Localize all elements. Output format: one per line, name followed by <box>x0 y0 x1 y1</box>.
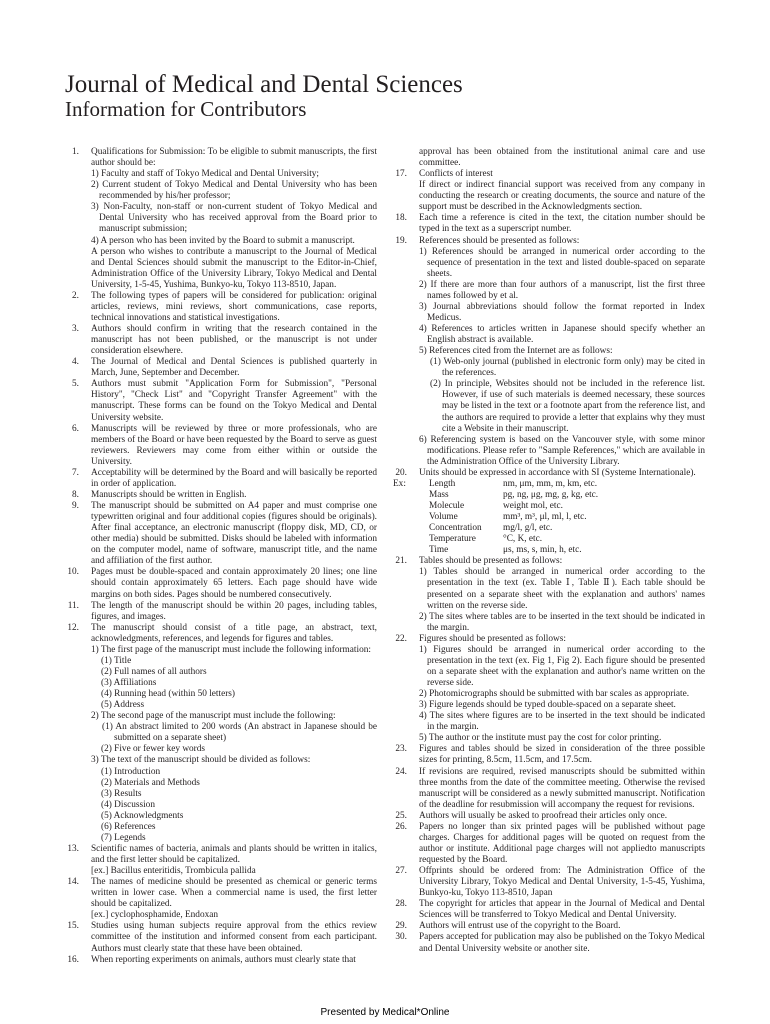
list-item <box>393 866 705 899</box>
item-number: 26. <box>395 821 407 832</box>
paragraph-text: The following types of papers will be considered for publication: original articles, reviews, mini reviews, short communications, case reports, technical innovations and statistical investigations. <box>91 290 377 323</box>
paragraph-text: 1) References should be arranged in numerical order according to the sequence of presentation in the text and listed double-spaced on separate sheets. <box>419 246 705 279</box>
list-item <box>393 921 705 932</box>
paragraph-text: approval has been obtained from the institutional animal care and use committee. <box>419 147 705 169</box>
list-item <box>65 147 377 291</box>
item-number: 7. <box>72 467 79 478</box>
paragraph-text: Studies using human subjects require approval from the ethics review committee of the institution and informed consent from each participant. Authors must clearly state that these have been obtained. <box>91 921 377 954</box>
unit-values: °C, K, etc. <box>503 534 543 545</box>
paragraph-text: The names of medicine should be presented as chemical or generic terms written in lower case. When a commercial name is used, the first letter should be capitalized. <box>91 877 377 910</box>
paragraph-text: A person who wishes to contribute a manuscript to the Journal of Medical and Dental Sciences should submit the manuscript to the Editor-in-Chief, Administration Office of the University Library, Tokyo Medical and Dental University, 1-5-45, Yushima, Bunkyo-ku, Tokyo 113-8510, Japan. <box>91 246 377 290</box>
paragraph-text: The manuscript should consist of a title page, an abstract, text, acknowledgments, references, and legends for figures and tables. <box>91 622 377 644</box>
left-column <box>65 147 377 966</box>
item-number: 19. <box>395 235 407 246</box>
list-item <box>65 424 377 468</box>
paragraph-text: Acceptability will be determined by the Board and will basically be reported in order of application. <box>91 467 377 489</box>
item-number: 6. <box>72 423 79 434</box>
paragraph-text: 2) The sites where tables are to be inserted in the text should be indicated in the margin. <box>419 611 705 633</box>
list-item <box>65 490 377 501</box>
paragraph-text: Papers accepted for publication may also be published on the Tokyo Medical and Dental University website or another site. <box>419 932 706 954</box>
unit-name: Volume <box>429 512 458 523</box>
right-column <box>393 147 705 955</box>
list-item <box>393 236 705 468</box>
paragraph-text: Papers no longer than six printed pages will be published without page charges. Charges for additional pages will be quoted on request from the author or institute. Additional page charges will not appliedto manuscripts requested by the Board. <box>419 821 705 865</box>
paragraph-text: 2) Photomicrographs should be submitted with bar scales as appropriate. <box>419 689 690 700</box>
list-item <box>393 767 705 811</box>
paragraph-text: The length of the manuscript should be within 20 pages, including tables, figures, and images. <box>91 600 377 622</box>
item-number: 21. <box>395 556 407 567</box>
unit-name: Molecule <box>429 501 465 511</box>
list-item <box>65 501 377 567</box>
paragraph-text: 3) Figure legends should be typed double-spaced on a separate sheet. <box>419 700 676 711</box>
paragraph-text: (1) An abstract limited to 200 words (An abstract in Japanese should be submitted on a separate sheet) <box>102 722 377 744</box>
list-item <box>393 634 705 745</box>
item-number: 28. <box>395 899 407 910</box>
item-number: 10. <box>67 567 79 578</box>
unit-values: weight mol, etc. <box>503 501 563 511</box>
paragraph-text: (2) Five or fewer key words <box>101 744 206 755</box>
paragraph-text: The manuscript should be submitted on A4 paper and must comprise one typewritten original and four additional copies (figures should be originals). After final acceptance, an electronic manuscript (floppy disk, MD, CD, or other media) should be submitted. Disks should be labeled with information on the computer model, name of software, manuscript title, and the name and affiliation of the first author. <box>91 501 377 567</box>
list-item <box>393 932 705 954</box>
list-item <box>393 822 705 866</box>
journal-title: Journal of Medical and Dental Sciences <box>65 71 463 98</box>
list-item <box>65 468 377 490</box>
item-number: 9. <box>72 501 79 511</box>
unit-name: Length <box>429 478 456 489</box>
paragraph-text: Offprints should be ordered from: The Administration Office of the University Library, Tokyo Medical and Dental University, 1-5-45, Yushima, Bunkyo-ku, Tokyo 113-8510, Japan <box>419 866 705 899</box>
list-item <box>65 567 377 600</box>
list-item <box>393 213 705 235</box>
item-number: 17. <box>395 169 407 180</box>
paragraph-text: 1) Figures should be arranged in numerical order according to the presentation in the text (ex. Fig 1, Fig 2). Each figure should be presented on a separate sheet with the explanation and author's name written on the reverse side. <box>419 644 705 688</box>
item-number: 1. <box>72 147 79 157</box>
list-item <box>393 556 705 633</box>
paragraph-text: Authors should confirm in writing that the research contained in the manuscript has not been published, or the manuscript is not under consideration elsewhere. <box>91 324 377 357</box>
paragraph-text: 4) The sites where figures are to be inserted in the text should be indicated in the margin. <box>419 711 705 733</box>
paragraph-text: Figures and tables should be sized in consideration of the three possible sizes for printing, 8.5cm, 11.5cm, and 17.5cm. <box>419 744 705 766</box>
paragraph-text: 1) Tables should be arranged in numerical order according to the presentation in the text (ex. Table Ⅰ, Table Ⅱ). Each table should be presented on a separate sheet with the explanation and authors' names written on the reverse side. <box>419 567 705 611</box>
paragraph-text: 3) Journal abbreviations should follow the format reported in Index Medicus. <box>419 301 705 323</box>
list-item <box>65 921 377 954</box>
unit-values: nm, μm, mm, m, km, etc. <box>503 478 598 489</box>
item-number: 3. <box>72 324 79 334</box>
paragraph-text: (3) Results <box>101 788 142 799</box>
paragraph-text: 2) Current student of Tokyo Medical and Dental University who has been recommended by his/her professor; <box>91 180 377 202</box>
paragraph-text: 1) The first page of the manuscript must include the following information: <box>91 644 371 655</box>
list-item <box>65 601 377 623</box>
paragraph-text: If direct or indirect financial support was received from any company in conducting the research or creating documents, the source and nature of the support must be described in the Acknowledgments section. <box>419 180 705 213</box>
list-item <box>65 877 377 921</box>
paragraph-text: 5) The author or the institute must pay the cost for color printing. <box>419 733 662 744</box>
list-item <box>393 169 705 213</box>
units-example-label: Ex: <box>393 478 406 489</box>
item-number: 12. <box>67 622 79 633</box>
paragraph-text: If revisions are required, revised manuscripts should be submitted within three months from the date of the committee meeting. Otherwise the revised manuscript will be considered as a newly submitted manuscript. Notification of the deadline for resubmission will accompany the request for revisions. <box>419 766 705 810</box>
paragraph-text: (1) Introduction <box>101 766 161 777</box>
paragraph-text: (2) Materials and Methods <box>101 777 200 788</box>
list-item <box>65 379 377 423</box>
item-number: 16. <box>67 954 79 965</box>
paragraph-text: 3) Non-Faculty, non-staff or non-current student of Tokyo Medical and Dental University who has received approval from the Board prior to manuscript submission; <box>91 202 377 235</box>
item-number: 22. <box>395 633 407 644</box>
paragraph-text: 1) Faculty and staff of Tokyo Medical and Dental University; <box>91 169 320 180</box>
paragraph-text: (3) Affiliations <box>101 678 157 688</box>
item-number: 2. <box>72 290 79 301</box>
item-number: 27. <box>395 866 407 877</box>
paragraph-text: When reporting experiments on animals, authors must clearly state that <box>91 954 356 965</box>
paragraph-text: The Journal of Medical and Dental Sciences is published quarterly in March, June, September and December. <box>91 357 377 379</box>
paragraph-text: Manuscripts will be reviewed by three or more professionals, who are members of the Board or have been requested by the Board to serve as guest reviewers. Reviewers may come from either within or outside the University. <box>91 423 377 467</box>
paragraph-text: Figures should be presented as follows: <box>419 633 566 644</box>
paragraph-text: (2) In principle, Websites should not be included in the reference list. However, if use of such materials is deemed necessary, these sources may be listed in the text or a footnote apart from the reference list, and the authors are required to provide a letter that explains why they must cite a Website in their manuscript. <box>430 379 705 434</box>
paragraph-text: Tables should be presented as follows: <box>419 556 563 567</box>
paragraph-text: Authors must submit "Application Form for Submission", "Personal History", "Check List" and "Copyright Transfer Agreement" with the manuscript. These forms can be found on the Tokyo Medical and Dental University website. <box>91 379 377 423</box>
item-number: 18. <box>395 213 407 224</box>
list-item <box>65 844 377 877</box>
list-item <box>393 811 705 822</box>
paragraph-text: (7) Legends <box>101 832 146 843</box>
item-number: 29. <box>395 921 407 932</box>
item-number: 5. <box>72 379 79 390</box>
paragraph-text: (2) Full names of all authors <box>101 666 207 677</box>
units-example-table <box>393 478 705 556</box>
list-item <box>65 291 377 324</box>
item-number: 30. <box>395 932 407 943</box>
paragraph-text: 5) References cited from the Internet are as follows: <box>419 346 613 357</box>
unit-name: Temperature <box>429 534 476 545</box>
unit-values: mg/l, g/l, etc. <box>503 523 553 534</box>
paragraph-text: (4) Discussion <box>101 799 155 810</box>
paragraph-text: (5) Address <box>101 700 145 711</box>
unit-name: Concentration <box>429 523 482 534</box>
paragraph-text: Authors will usually be asked to proofread their articles only once. <box>419 810 668 821</box>
paragraph-text: (4) Running head (within 50 letters) <box>101 689 236 700</box>
paragraph-text: (1) Web-only journal (published in electronic form only) may be cited in the references. <box>430 357 705 379</box>
list-item <box>393 899 705 921</box>
item-number: 4. <box>72 357 79 368</box>
paragraph-text: References should be presented as follows: <box>419 235 580 246</box>
list-item <box>65 324 377 357</box>
paragraph-text: The copyright for articles that appear in the Journal of Medical and Dental Sciences will be transferred to Tokyo Medical and Dental University. <box>419 899 705 921</box>
item-number: 24. <box>395 766 407 777</box>
item-number: 20. <box>395 467 407 478</box>
unit-values: μs, ms, s, min, h, etc. <box>503 545 582 556</box>
paragraph-text: 2) If there are more than four authors of a manuscript, list the first three names followed by et al. <box>419 279 705 301</box>
paragraph-text: Manuscripts should be written in English. <box>91 489 247 500</box>
unit-values: pg, ng, μg, mg, g, kg, etc. <box>503 489 599 500</box>
paragraph-text: Scientific names of bacteria, animals and plants should be written in italics, and the first letter should be capitalized. <box>91 843 377 865</box>
paragraph-text: Conflicts of interest <box>419 169 493 180</box>
paragraph-text: 2) The second page of the manuscript must include the following: <box>91 711 336 722</box>
paragraph-text: Pages must be double-spaced and contain approximately 20 lines; one line should contain approximately 65 letters. Each page should have wide margins on both sides. Pages should be numbered consecutively. <box>91 567 377 600</box>
paragraph-text: [ex.] cyclophosphamide, Endoxan <box>91 910 219 921</box>
item-number: 15. <box>67 921 79 932</box>
paragraph-text: [ex.] Bacillus enteritidis, Trombicula pallida <box>91 866 256 877</box>
page-subtitle: Information for Contributors <box>65 97 307 121</box>
paragraph-text: Authors will entrust use of the copyright to the Board. <box>419 921 621 932</box>
list-item <box>393 147 705 169</box>
item-number: 25. <box>395 810 407 821</box>
footer-credit: Presented by Medical*Online <box>320 1007 450 1018</box>
paragraph-text: (6) References <box>101 821 156 832</box>
paragraph-text: 6) Referencing system is based on the Vancouver style, with some minor modifications. Please refer to "Sample References," which are available in the Administration Office of the University Library. <box>419 434 705 467</box>
paragraph-text: 4) References to articles written in Japanese should specify whether an English abstract is available. <box>419 324 705 346</box>
paragraph-text: 3) The text of the manuscript should be divided as follows: <box>91 755 311 766</box>
item-number: 11. <box>67 600 79 611</box>
list-item <box>65 357 377 379</box>
paragraph-text: (1) Title <box>101 655 132 666</box>
item-number: 14. <box>67 877 79 888</box>
paragraph-text: (5) Acknowledgments <box>101 810 184 821</box>
item-number: 23. <box>395 744 407 755</box>
list-item <box>393 468 705 557</box>
list-item <box>65 955 377 966</box>
list-item <box>393 744 705 766</box>
list-item <box>65 623 377 844</box>
unit-name: Mass <box>429 489 449 500</box>
paragraph-text: Each time a reference is cited in the text, the citation number should be typed in the text as a superscript number. <box>419 213 705 235</box>
paragraph-text: Qualifications for Submission: To be eligible to submit manuscripts, the first author should be: <box>91 147 377 169</box>
paragraph-text: Units should be expressed in accordance with SI (Systeme Internationale). <box>419 467 696 478</box>
unit-values: mm³, m³, μl, ml, l, etc. <box>503 512 587 523</box>
item-number: 8. <box>72 489 79 500</box>
item-number: 13. <box>67 843 79 854</box>
paragraph-text: 4) A person who has been invited by the Board to submit a manuscript. <box>91 235 355 246</box>
unit-name: Time <box>429 545 449 556</box>
